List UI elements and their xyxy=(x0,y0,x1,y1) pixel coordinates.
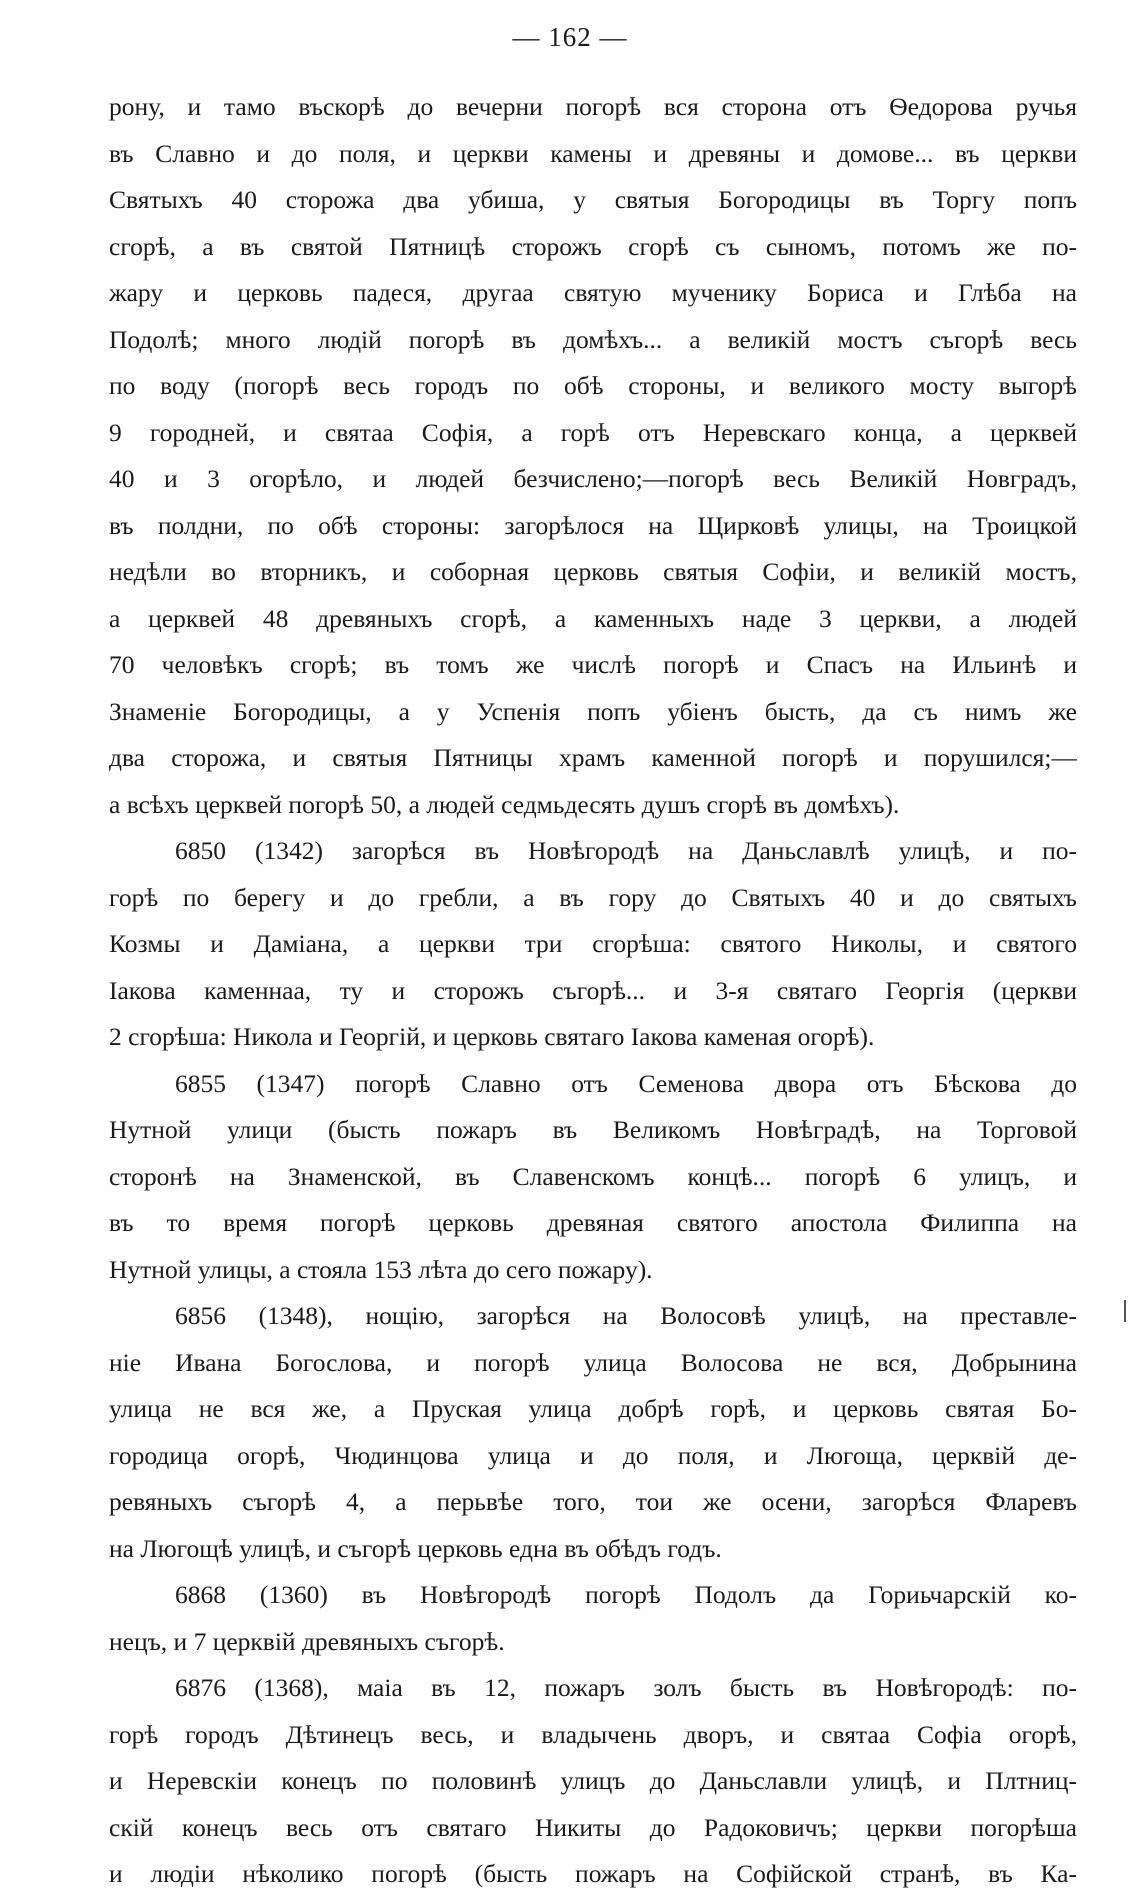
text-line: на Люгощѣ улицѣ, и съгорѣ церковь една въ обѣдъ годъ. xyxy=(109,1533,722,1563)
margin-mark xyxy=(1124,1300,1126,1322)
text-line: сгорѣ, а въ святой Пятницѣ сторожъ сгорѣ съ сыномъ, потомъ же по- xyxy=(109,231,1077,261)
text-line: улица не вся же, а Пруская улица добрѣ горѣ, и церковь святая Бо- xyxy=(109,1394,1077,1423)
text-line: два сторожа, и святыя Пятницы храмъ каменной погорѣ и порушился;— xyxy=(109,743,1077,772)
paragraph-start-6868: 6868 (1360) въ Новѣгородѣ погорѣ Подолъ да Гориьчарскій ко- xyxy=(175,1580,1077,1609)
text-line: Знаменіе Богородицы, а у Успенія попъ убіенъ бысть, да съ нимъ же xyxy=(109,696,1077,726)
text-line: горѣ городъ Дѣтинецъ весь, и владычень дворъ, и святаа Софіа огорѣ, xyxy=(109,1719,1077,1749)
paragraph-start-6855: 6855 (1347) погорѣ Славно отъ Семенова двора отъ Бѣскова до xyxy=(175,1068,1077,1098)
text-line: Нутной улици (бысть пожаръ въ Великомъ Новѣградѣ, на Торговой xyxy=(109,1115,1077,1144)
text-line: городица огорѣ, Чюдинцова улица и до поля, и Люгоща, церквій де- xyxy=(109,1440,1077,1470)
text-line: Іакова каменнаа, ту и сторожъ съгорѣ... и 3-я святаго Георгія (церкви xyxy=(109,975,1077,1005)
text-line: ревяныхъ съгорѣ 4, а перьвѣе того, тои же осени, загорѣся Фларевъ xyxy=(109,1487,1077,1516)
text-line: ніе Ивана Богослова, и погорѣ улица Волосова не вся, Добрынина xyxy=(109,1347,1077,1377)
text-line: и Неревскіи конецъ по половинѣ улицъ до Даньславли улицѣ, и Плтниц- xyxy=(109,1766,1077,1795)
text-line: рону, и тамо въскорѣ до вечерни погорѣ вся сторона отъ Ѳедорова ручья xyxy=(109,92,1077,121)
text-line: недѣли во вторникъ, и соборная церковь святыя Софіи, и великій мостъ, xyxy=(109,557,1077,586)
text-line: Святыхъ 40 сторожа два убиша, у святыя Богородицы въ Торгу попъ xyxy=(109,185,1077,214)
text-line: Подолѣ; много людій погорѣ въ домѣхъ... а великій мостъ съгорѣ весь xyxy=(109,324,1077,354)
text-line: 2 сгорѣша: Никола и Георгій, и церковь святаго Іакова каменая огорѣ). xyxy=(109,1022,875,1051)
text-line: въ полдни, по обѣ стороны: загорѣлося на Щирковѣ улицы, на Троицкой xyxy=(109,510,1077,540)
text-line: а церквей 48 древяныхъ сгорѣ, а каменныхъ наде 3 церкви, а людей xyxy=(109,603,1077,633)
text-line: скій конецъ весь отъ святаго Никиты до Радоковичъ; церкви погорѣша xyxy=(109,1812,1077,1842)
text-line: сторонѣ на Знаменской, въ Славенскомъ концѣ... погорѣ 6 улицъ, и xyxy=(109,1161,1077,1191)
text-line: въ то время погорѣ церковь древяная святого апостола Филиппа на xyxy=(109,1208,1077,1237)
text-line: и людіи нѣколико погорѣ (бысть пожаръ на Софійской странѣ, въ Ка- xyxy=(109,1859,1077,1888)
paragraph-start-6856: 6856 (1348), нощію, загорѣся на Волосовѣ улицѣ, на преставле- xyxy=(175,1301,1077,1330)
text-line: въ Славно и до поля, и церкви камены и древяны и домове... въ церкви xyxy=(109,138,1077,168)
text-line: Нутной улицы, а стояла 153 лѣта до сего пожару). xyxy=(109,1254,653,1284)
text-line: 70 человѣкъ сгорѣ; въ томъ же числѣ погорѣ и Спасъ на Ильинѣ и xyxy=(109,650,1077,679)
text-line: горѣ по берегу и до гребли, а въ гору до Святыхъ 40 и до святыхъ xyxy=(109,882,1077,912)
paragraph-start-6850: 6850 (1342) загорѣся въ Новѣгородѣ на Даньславлѣ улицѣ, и по- xyxy=(175,836,1077,865)
text-line: 40 и 3 огорѣло, и людей безчислено;—погорѣ весь Великій Новградъ, xyxy=(109,464,1077,493)
text-line: 9 городней, и святаа Софія, а горѣ отъ Неревскаго конца, а церквей xyxy=(109,417,1077,447)
text-line: Козмы и Даміана, а церкви три сгорѣша: святого Николы, и святого xyxy=(109,929,1077,958)
text-line: а всѣхъ церквей погорѣ 50, а людей седмьдесять душъ сгорѣ въ домѣхъ). xyxy=(109,789,900,819)
text-line: жару и церковь падеся, другаа святую мученику Бориса и Глѣба на xyxy=(109,278,1077,307)
body-text xyxy=(109,84,1077,1898)
page-number: — 162 — xyxy=(512,22,628,52)
text-line: по воду (погорѣ весь городъ по обѣ стороны, и великого мосту выгорѣ xyxy=(109,371,1077,400)
paragraph-start-6876: 6876 (1368), маіа въ 12, пожаръ золъ бысть въ Новѣгородѣ: по- xyxy=(175,1673,1077,1702)
text-line: нецъ, и 7 церквій древяныхъ съгорѣ. xyxy=(109,1626,505,1656)
